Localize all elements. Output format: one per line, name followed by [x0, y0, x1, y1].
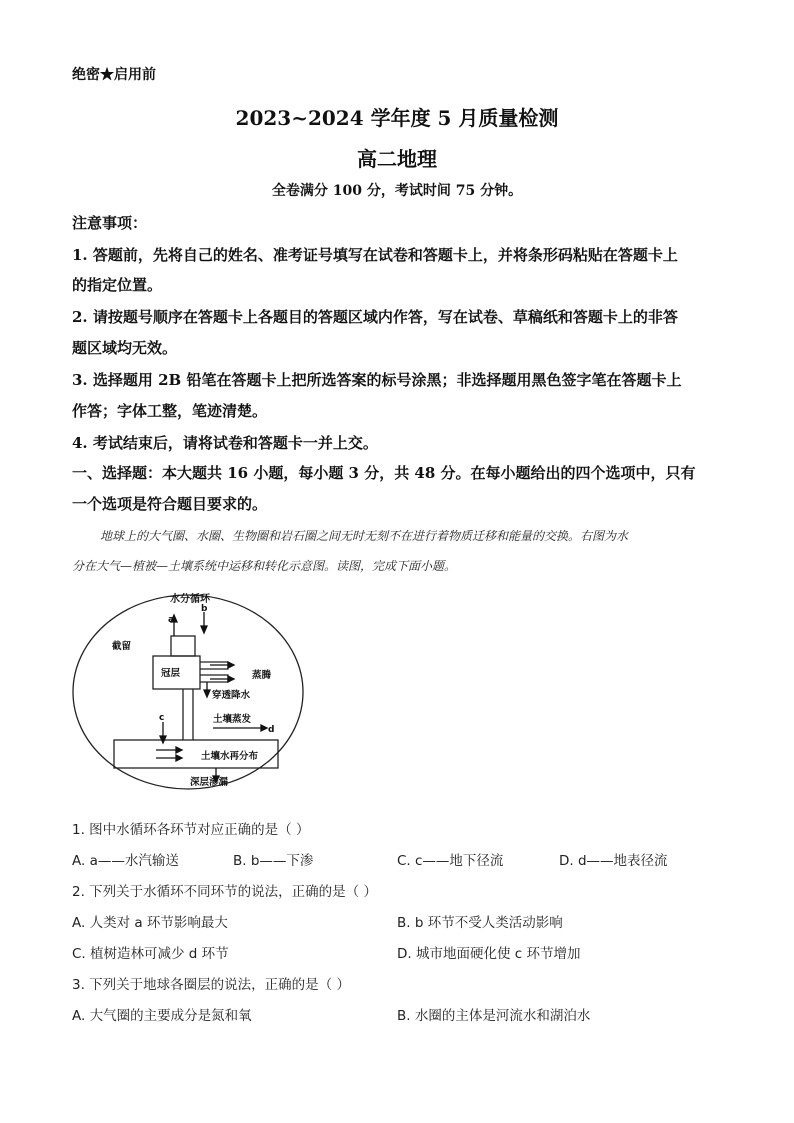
question-2-option-b: B. b 环节不受人类活动影响 [397, 915, 563, 931]
question-1-option-b: B. b——下渗 [233, 853, 314, 869]
section-heading: 一、选择题：本大题共 16 小题，每小题 3 分，共 48 分。在每小题给出的四个选项中，只有 [72, 464, 696, 482]
question-3-option-b: B. 水圈的主体是河流水和湖泊水 [397, 1008, 591, 1024]
notice-line: 1. 答题前，先将自己的姓名、准考证号填写在试卷和答题卡上，并将条形码粘贴在答题卡上 [72, 246, 678, 264]
notice-line: 4. 考试结束后，请将试卷和答题卡一并上交。 [72, 434, 378, 452]
section-heading-cont: 一个选项是符合题目要求的。 [72, 495, 268, 513]
question-2-option-a: A. 人类对 a 环节影响最大 [72, 915, 228, 931]
confidential-mark: 绝密★启用前 [72, 67, 156, 83]
label-c: c [159, 713, 165, 723]
label-deep-seep: 深层渗漏 [190, 777, 229, 788]
question-1-option-c: C. c——地下径流 [397, 853, 504, 869]
intercept-box [171, 636, 195, 656]
notice-line: 3. 选择题用 2B 铅笔在答题卡上把所选答案的标号涂黑；非选择题用黑色签字笔在答题卡上 [72, 371, 682, 389]
notice-line: 作答；字体工整，笔迹清楚。 [72, 402, 268, 420]
question-2-option-c: C. 植树造林可减少 d 环节 [72, 946, 229, 962]
label-transpiration: 蒸腾 [252, 670, 272, 681]
material-intro: 地球上的大气圈、水圈、生物圈和岩石圈之间无时无刻不在进行着物质迁移和能量的交换。右图为水 [100, 529, 629, 543]
question-2-option-d: D. 城市地面硬化使 c 环节增加 [397, 946, 581, 962]
question-1-stem: 1. 图中水循环各环节对应正确的是（ ） [72, 822, 310, 838]
label-soil-evap: 土壤蒸发 [213, 714, 252, 725]
subject-title: 高二地理 [357, 147, 437, 171]
question-3-option-a: A. 大气圈的主要成分是氮和氧 [72, 1008, 252, 1024]
label-water-cycle: 水分循环 [170, 594, 210, 605]
exam-title: 2023~2024 学年度 5 月质量检测 [235, 106, 559, 130]
label-intercept: 截留 [112, 641, 132, 652]
question-1-option-a: A. a——水汽输送 [72, 853, 179, 869]
question-3-stem: 3. 下列关于地球各圈层的说法，正确的是（ ） [72, 977, 350, 993]
notice-heading: 注意事项： [72, 214, 148, 232]
score-info: 全卷满分 100 分，考试时间 75 分钟。 [271, 183, 523, 199]
material-intro-cont: 分在大气—植被—土壤系统中运移和转化示意图。读图，完成下面小题。 [72, 559, 457, 573]
notice-line: 的指定位置。 [72, 276, 163, 294]
label-b: b [201, 604, 208, 614]
label-canopy: 冠层 [161, 668, 181, 679]
label-a: a [168, 615, 175, 625]
diagram-circle [73, 595, 303, 789]
notice-line: 2. 请按题号顺序在答题卡上各题目的答题区域内作答，写在试卷、草稿纸和答题卡上的非答 [72, 308, 678, 326]
label-d: d [268, 725, 275, 735]
question-2-stem: 2. 下列关于水循环不同环节的说法，正确的是（ ） [72, 884, 377, 900]
notice-line: 题区域均无效。 [72, 339, 178, 357]
label-soil-redist: 土壤水再分布 [201, 751, 259, 762]
water-cycle-diagram [70, 582, 310, 792]
label-throughfall: 穿透降水 [212, 690, 251, 701]
question-1-option-d: D. d——地表径流 [559, 853, 668, 869]
